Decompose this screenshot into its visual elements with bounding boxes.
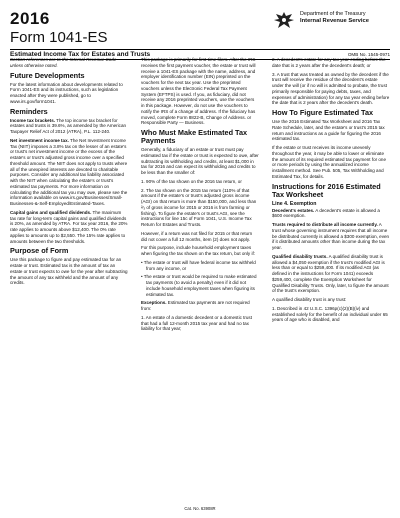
paragraph-qualified-disability-trusts: Qualified disability trusts. A qualified disability trust is allowed a $4,050 exemption if the trust's modified AGI is less than or equal to $259,400. If its modified AGI (as defined in the instructions for Form 1041) exceeds $259,400, complete the Exemption Worksheet for Qualified Disability Trusts. Only, later, to figure the amount of the trust's exemption.: [272, 253, 389, 294]
section-references-note: Section references are to the Internal Revenue Code unless otherwise noted.: [10, 57, 117, 68]
list-item-90-percent: 1. 90% of the tax shown on the 2016 tax return, or: [141, 178, 242, 184]
paragraph-qdt-definition: A qualified disability trust is any trust:: [272, 297, 347, 302]
paragraph-trusts-distribute: Trusts required to distribute all income currently. A trust whose governing instrument requires that all income be distributed currently is allowed a $300 exemption, even if it distributed amounts other than income during the tax year.: [272, 222, 390, 250]
paragraph-future-developments: For the latest information about developments related to Form 1041-ES and its instructions, such as legislation enacted after they were published, go to www.irs.gov/form1041.: [10, 81, 123, 104]
heading-future-developments: Future Developments: [10, 70, 85, 80]
paragraph-purpose-of-form: Use this package to figure and pay estimated tax for an estate or trust. Estimated tax is the amount of tax an estate or trust expects to owe for the year after subtracting the amount of any tax withheld and the amount of any credits.: [10, 257, 128, 286]
paragraph-who-must-pay: Generally, a fiduciary of an estate or trust must pay estimated tax if the estate or trust is expected to owe, after subtracting its withholding and credits, at least $1,000 in tax for 2016 and can expect its withholding and credits to be less than the smaller of:: [141, 147, 259, 175]
column-2: [141, 57, 259, 335]
paragraph-however: However, if a return was not filed for 2015 or that return did not cover a full 12 months, item (2) does not apply.: [141, 230, 253, 242]
bullet-required-payments: • The estate or trust would be required to make estimated tax payments (to avoid a penalty) even if it did not include household employment taxes when figuring its estimated tax.: [141, 274, 257, 297]
list-item-2015-tax: 2. The tax shown on the 2015 tax return (110% of that amount if the estate's or trust's adjusted gross income (AGI) on that return is more than $150,000, and less than ²⁄₃ of gross income for 2015 or 2016 is from farming or fishing). To figure the estate's or trust's AGI, see the instructions for line 15c of Form 1041, U.S. Income Tax Return for Estates and Trusts.: [141, 187, 257, 227]
heading-line-4-exemption: Line 4. Exemption: [272, 200, 317, 207]
bullet-federal-withholding: • The estate or trust will have federal income tax withheld from any income, or: [141, 259, 256, 271]
column-3: [272, 57, 390, 326]
omb-number: OMB No. 1545-0971: [347, 52, 390, 57]
tax-year: 2016: [10, 9, 50, 28]
paragraph-income-tax-brackets: Income tax brackets. The top income tax bracket for estates and trusts is 39.6%, as amended by the American Taxpayer Relief Act of 2012 (ATRA), P.L. 112-240.: [10, 117, 127, 134]
heading-purpose-of-form: Purpose of Form: [10, 246, 69, 256]
catalog-number: Cat. No. 63908R: [184, 506, 216, 511]
form-title: Estimated Income Tax for Estates and Trusts: [10, 51, 151, 58]
paragraph-net-investment-income-tax: Net investment income tax. The Net Investment Income Tax (NIIT) imposes a 3.8% tax on the lesser of an estate's or trust's net investment income or the excess of the estate's or trust's adjusted gross income over a specified threshold amount. The NIIT does not apply to trusts where all of the unexpired interests are devoted to charitable purposes. Consider any additional tax liability associated with the NIIT when calculating the estate's or trust's estimated tax payments. For more information on calculating the additional tax you may owe, please see the information available on www.irs.gov/Businesses/Small-Businesses-&-Self-Employed/Estimated-Taxes.: [10, 137, 128, 206]
paragraph-uneven-income: If the estate or trust receives its income unevenly throughout the year, it may be able to lower or eliminate the amount of its required estimated tax payment for one or more periods by using the annualized income installment method. See Pub. 505, Tax Withholding and Estimated Tax, for details.: [272, 145, 386, 179]
paragraph-exceptions: Exceptions. Estimated tax payments are not required from:: [141, 300, 250, 311]
list-item-exception-3: 3. A trust that was treated as owned by the decedent if the trust will receive the residue of the decedent's estate under the will (or if no will is admitted to probate, the trust primarily responsible for paying debts, taxes, and expenses of administration) for any tax year ending before the date that is 2 years after the decedent's death.: [272, 71, 390, 106]
heading-how-to-figure: How To Figure Estimated Tax: [272, 108, 374, 117]
heading-worksheet-instructions: Instructions for 2016 Estimated Tax Worksheet: [272, 181, 381, 199]
heading-who-must-make-payments: Who Must Make Estimated Tax Payments: [141, 128, 248, 145]
column-1: [10, 57, 128, 289]
paragraph-vouchers: This package is primarily for first-time filers. After the IRS receives the first payment voucher, the estate or trust will receive a 1041-ES package with the name, address, and employer identification number (EIN) preprinted on the vouchers for the next tax year. Use the preprinted vouchers unless the Electronic Federal Tax Payment System (EFTPS) is used. If you, as fiduciary, did not receive any 2016 preprinted vouchers, use the vouchers in this package. However, do not use the vouchers to notify the IRS of a change of address. If the fiduciary has moved, complete Form 8822-B, Change of Address. or Responsible Party — Business.: [141, 57, 256, 126]
department-block: [272, 9, 390, 45]
department-text: Department of the Treasury Internal Revenue Service: [300, 11, 369, 24]
paragraph-how-to-figure: Use the 2016 Estimated Tax Worksheet and 2016 Tax Rate Schedule, later, and the estate's or trust's 2015 tax return and instructions as a guide for figuring the 2016 estimated tax.: [272, 119, 385, 142]
list-item-qdt-1: 1. Described in 42 U.S.C. 1396p(c)(2)(B)(iv) and established solely for the benefit of an individual under 65 years of age who is disabled, and: [272, 305, 388, 323]
paragraph-capital-gains: Capital gains and qualified dividends. The maximum tax rate for long-term capital gains and qualified dividends is 20%, as amended by ATRA. For tax year 2016, the 20% rate applies to amounts above $12,400. The 0% rate applies to amounts up to $2,550. The 15% rate applies to amounts between the two thresholds.: [10, 209, 128, 244]
treasury-eagle-icon: [272, 10, 296, 32]
paragraph-decedents-estates: Decedent's estates. A decedent's estate is allowed a $600 exemption.: [272, 207, 380, 219]
list-item-exception-1: 1. An estate of a domestic decedent or a domestic trust that had a full 12-month 2015 tax year and had no tax liability for that year;: [141, 314, 252, 332]
paragraph-household-employment: For this purpose, include household employment taxes when figuring the tax shown on the tax return, but only if:: [141, 245, 255, 256]
form-number: Form 1041-ES: [10, 29, 108, 46]
list-item-exception-2: 2. A decedent's estate for any tax year ending before the date that is 2 years after the decedent's death; or: [272, 57, 386, 68]
heading-reminders: Reminders: [10, 106, 48, 116]
